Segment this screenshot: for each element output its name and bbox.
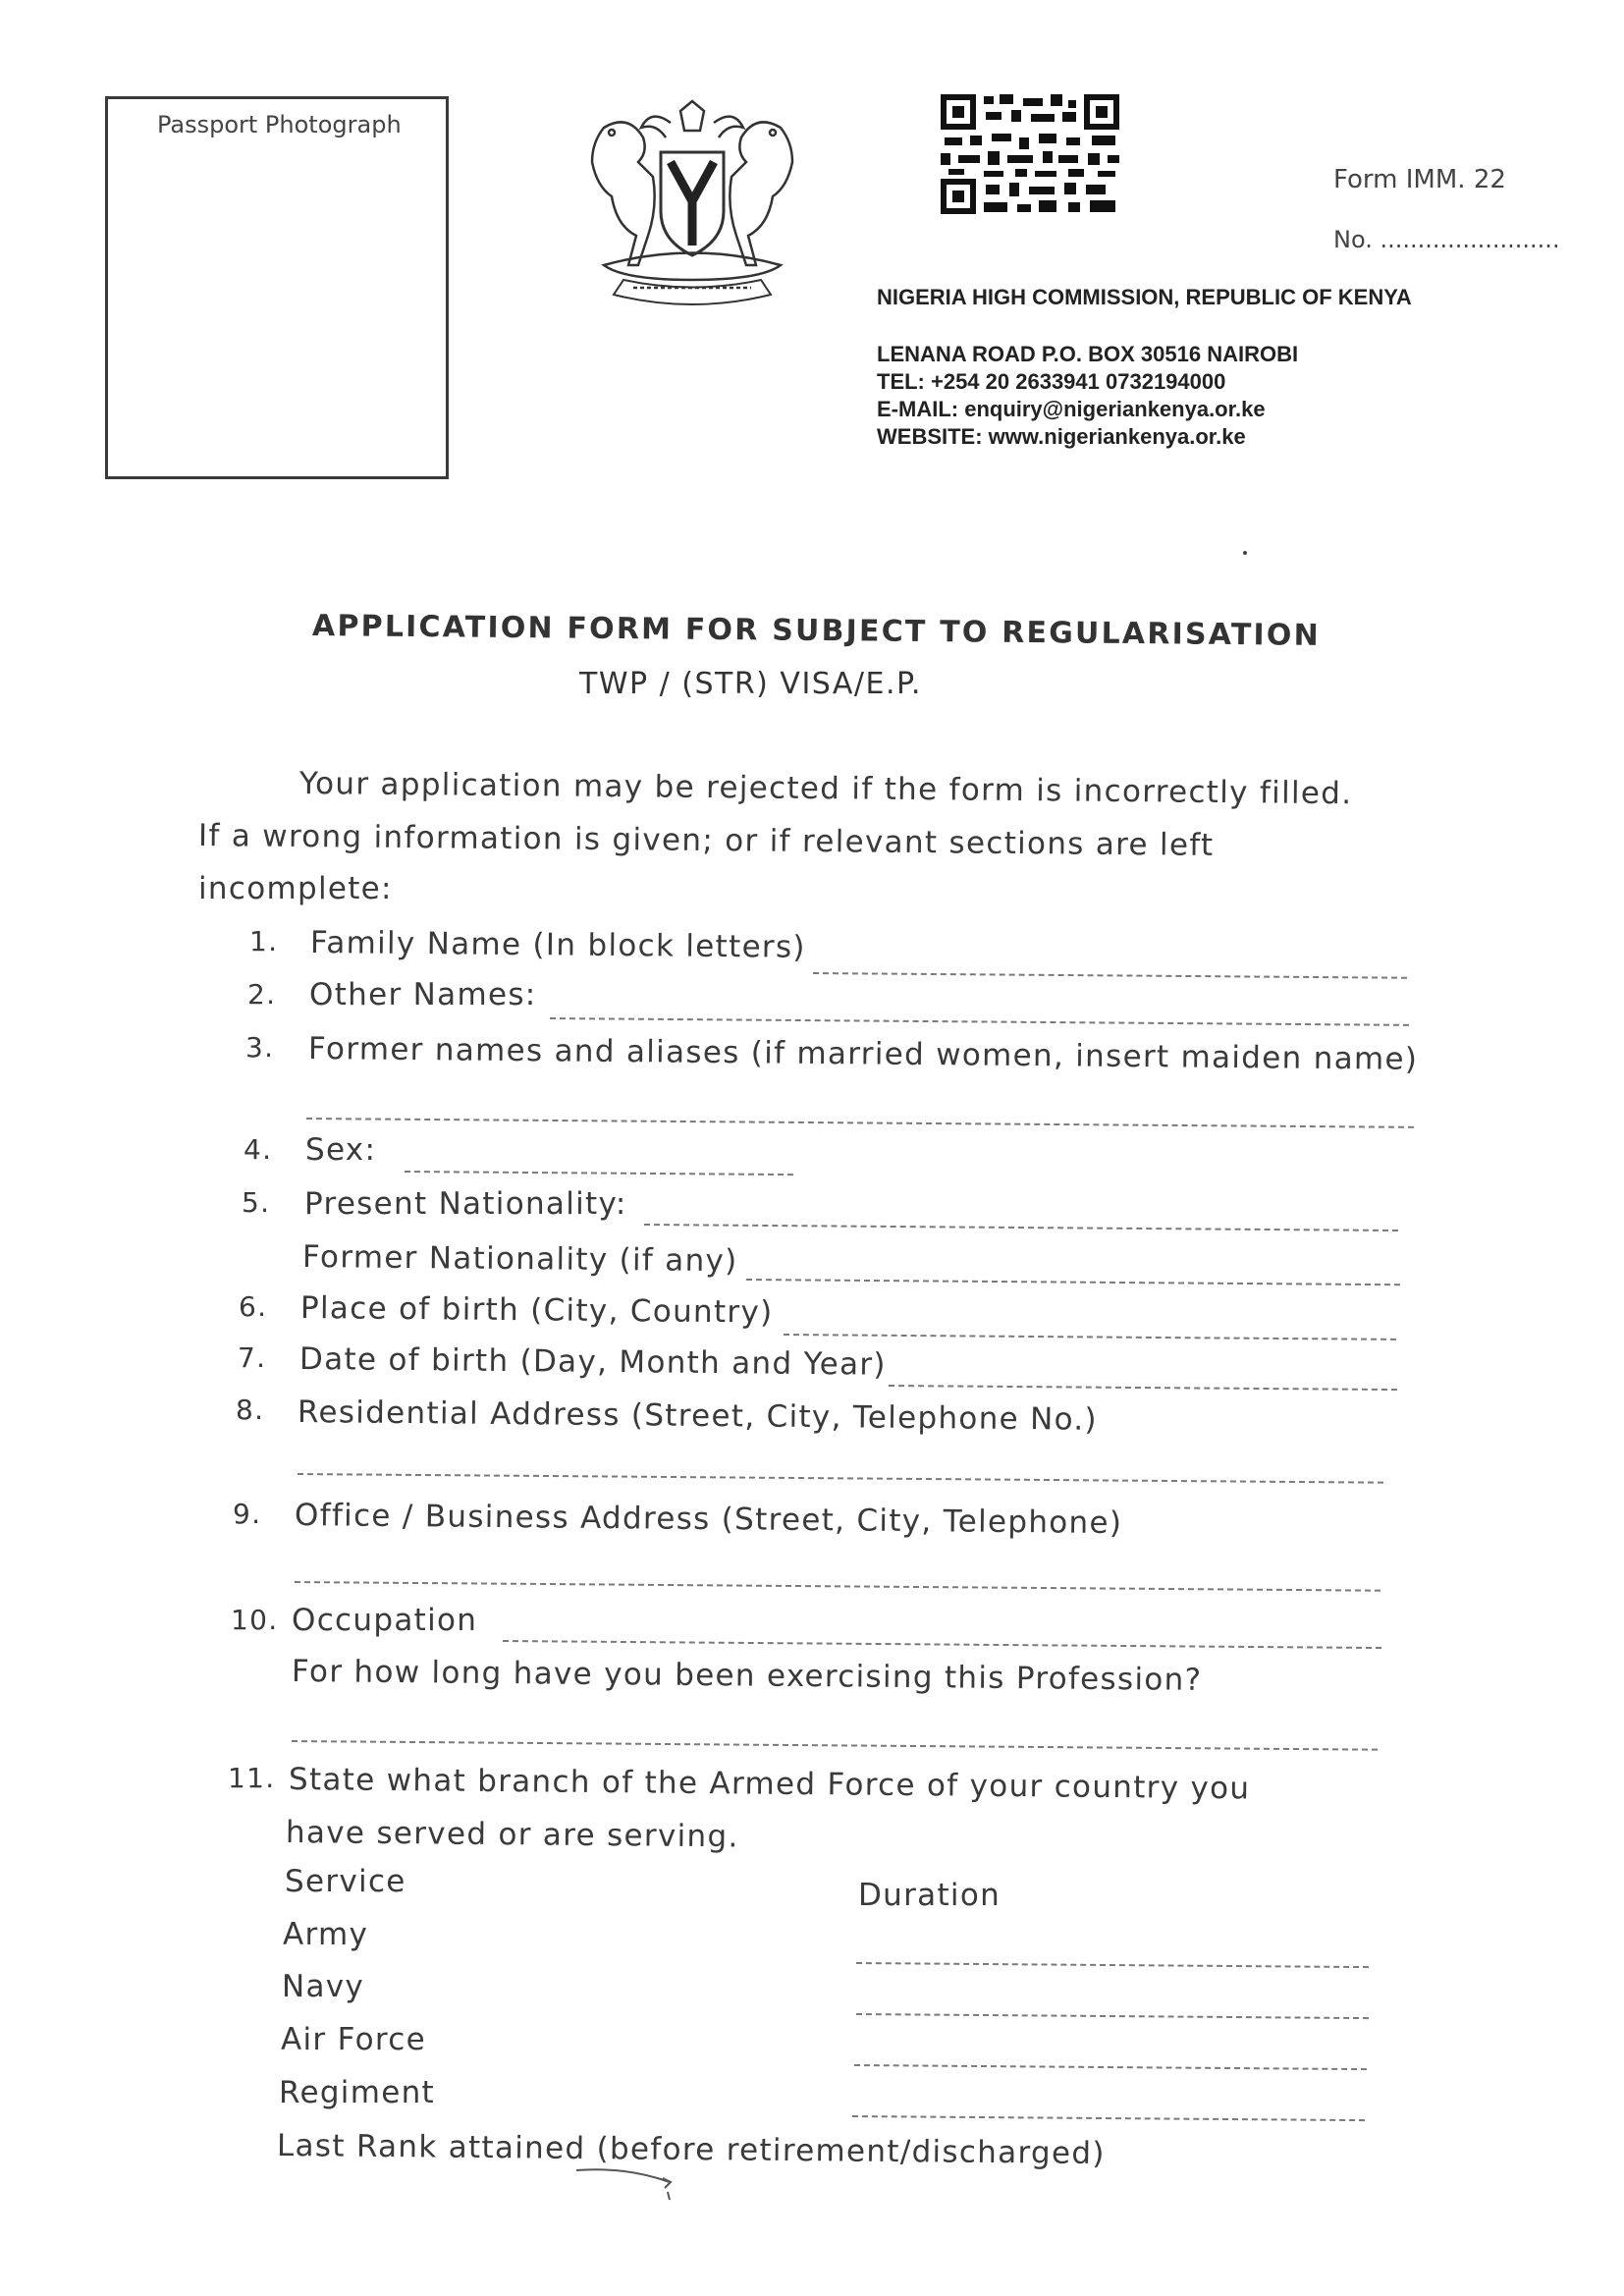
place-of-birth-field[interactable] [784, 1334, 1396, 1340]
armed-force-label: State what branch of the Armed Force of your country you [288, 1762, 1251, 1807]
intro-line-2: If a wrong information is given; or if relevant sections are left [197, 818, 1215, 863]
item-number: 9. [233, 1498, 262, 1530]
occupation-field[interactable] [503, 1640, 1381, 1649]
intro-line-1: Your application may be rejected if the form is incorrectly filled. [298, 766, 1353, 812]
present-nationality-label: Present Nationality: [304, 1186, 627, 1222]
item-number: 3. [245, 1031, 275, 1064]
form-subtitle: TWP / (STR) VISA/E.P. [579, 667, 922, 701]
regiment-duration-field[interactable] [852, 2115, 1365, 2121]
residential-address-field[interactable] [298, 1473, 1383, 1484]
army-duration-field[interactable] [856, 1962, 1369, 1968]
speck-mark [1243, 551, 1247, 555]
qr-code-icon [941, 94, 1119, 214]
business-address-field[interactable] [295, 1581, 1380, 1592]
present-nationality-field[interactable] [644, 1224, 1398, 1231]
commission-address: LENANA ROAD P.O. BOX 30516 NAIROBI [877, 342, 1299, 366]
date-of-birth-label: Date of birth (Day, Month and Year) [298, 1341, 887, 1383]
passport-photo-box [105, 96, 449, 479]
profession-duration-field[interactable] [292, 1740, 1378, 1751]
service-header: Service [285, 1864, 406, 1899]
service-regiment: Regiment [279, 2075, 435, 2110]
item-number: 5. [242, 1186, 271, 1219]
sex-label: Sex: [305, 1132, 377, 1168]
form-title: APPLICATION FORM FOR SUBJECT TO REGULARISATION [311, 609, 1322, 653]
business-address-label: Office / Business Address (Street, City, Telephone) [294, 1498, 1123, 1542]
item-number: 7. [238, 1341, 267, 1374]
profession-duration-label: For how long have you been exercising this Profession? [291, 1654, 1203, 1698]
former-names-label: Former names and aliases (if married women, insert maiden name) [307, 1031, 1419, 1077]
armed-force-label-2: have served or are serving. [285, 1815, 739, 1855]
service-navy: Navy [282, 1969, 365, 2004]
service-army: Army [283, 1917, 369, 1952]
item-number: 11. [228, 1762, 276, 1794]
pen-stroke-mark [574, 2160, 687, 2205]
residential-address-label: Residential Address (Street, City, Telephone No.) [297, 1394, 1099, 1438]
form-number-field[interactable]: No. ........................ [1333, 226, 1560, 253]
passport-photo-label: Passport Photograph [157, 111, 402, 138]
item-number: 4. [244, 1133, 273, 1166]
duration-header: Duration [858, 1878, 1001, 1913]
place-of-birth-label: Place of birth (City, Country) [299, 1290, 774, 1331]
service-air-force: Air Force [281, 2022, 426, 2057]
commission-name: NIGERIA HIGH COMMISSION, REPUBLIC OF KENYA [877, 285, 1412, 309]
former-names-field[interactable] [306, 1118, 1414, 1128]
coat-of-arms-icon [565, 93, 820, 314]
item-number: 2. [247, 978, 277, 1011]
former-nationality-field[interactable] [746, 1279, 1400, 1285]
last-rank-label: Last Rank attained (before retirement/discharged) [276, 2128, 1106, 2172]
commission-website: WEBSITE: www.nigeriankenya.or.ke [877, 424, 1246, 449]
family-name-label: Family Name (In block letters) [309, 925, 806, 965]
family-name-field[interactable] [813, 972, 1407, 979]
item-number: 6. [239, 1290, 268, 1323]
occupation-label: Occupation [292, 1603, 478, 1638]
form-code: Form IMM. 22 [1333, 165, 1506, 194]
former-nationality-label: Former Nationality (if any) [301, 1239, 738, 1280]
item-number: 8. [236, 1394, 265, 1426]
commission-email: E-MAIL: enquiry@nigeriankenya.or.ke [877, 397, 1266, 421]
item-number: 1. [249, 925, 279, 957]
other-names-field[interactable] [550, 1017, 1409, 1026]
commission-telephone: TEL: +254 20 2633941 0732194000 [877, 369, 1226, 394]
navy-duration-field[interactable] [856, 2013, 1369, 2019]
sex-field[interactable] [405, 1171, 793, 1175]
item-number: 10. [231, 1604, 279, 1636]
other-names-label: Other Names: [309, 977, 537, 1012]
date-of-birth-field[interactable] [889, 1385, 1397, 1391]
intro-line-3: incomplete: [198, 871, 393, 906]
air-force-duration-field[interactable] [854, 2064, 1367, 2070]
